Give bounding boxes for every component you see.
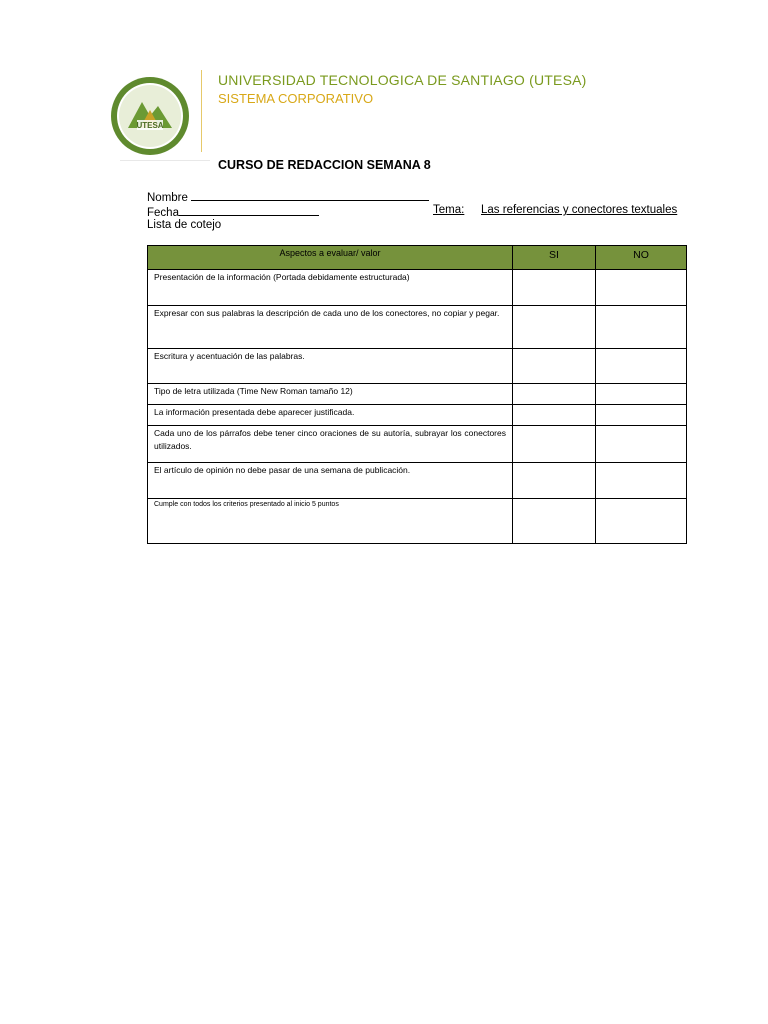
no-cell[interactable] (596, 405, 687, 426)
table-row (148, 463, 687, 499)
tema-label: Tema: (433, 204, 465, 216)
table-row (148, 405, 687, 426)
table-row (148, 306, 687, 349)
logo-text: UTESA (136, 121, 164, 130)
no-cell[interactable] (596, 270, 687, 306)
no-cell[interactable] (596, 499, 687, 544)
table-row (148, 426, 687, 463)
criterion-cell: Tipo de letra utilizada (Time New Roman tamaño 12) (148, 384, 513, 405)
system-name: SISTEMA CORPORATIVO (218, 91, 374, 106)
si-cell[interactable] (513, 463, 596, 499)
header-aspectos: Aspectos a evaluar/ valor (148, 246, 513, 270)
no-cell[interactable] (596, 384, 687, 405)
tema-value: Las referencias y conectores textuales (481, 204, 678, 216)
university-name: UNIVERSIDAD TECNOLOGICA DE SANTIAGO (UTESA) (218, 72, 587, 88)
header-si: SI (513, 246, 596, 270)
no-cell[interactable] (596, 349, 687, 384)
checklist-table (147, 245, 687, 544)
no-cell[interactable] (596, 463, 687, 499)
si-cell[interactable] (513, 306, 596, 349)
no-cell[interactable] (596, 426, 687, 463)
criterion-cell: Cada uno de los párrafos debe tener cinco oraciones de su autoría, subrayar los conectores utilizados. (148, 426, 513, 463)
criterion-cell: Expresar con sus palabras la descripción de cada uno de los conectores, no copiar y pegar. (148, 306, 513, 349)
fecha-line[interactable] (179, 204, 319, 216)
nombre-label: Nombre (147, 192, 188, 204)
table-row (148, 384, 687, 405)
course-title: CURSO DE REDACCION SEMANA 8 (218, 158, 431, 172)
table-row (148, 270, 687, 306)
logo-divider (120, 160, 210, 161)
si-cell[interactable] (513, 270, 596, 306)
table-row (148, 499, 687, 544)
nombre-line[interactable] (191, 189, 429, 201)
table-header-row (148, 246, 687, 270)
header-divider (201, 70, 202, 152)
nombre-field (147, 189, 429, 204)
table-row (148, 349, 687, 384)
criterion-cell: La información presentada debe aparecer justificada. (148, 405, 513, 426)
criterion-cell: Escritura y acentuación de las palabras. (148, 349, 513, 384)
fecha-field (147, 204, 319, 219)
no-cell[interactable] (596, 306, 687, 349)
criterion-cell: Presentación de la información (Portada debidamente estructurada) (148, 270, 513, 306)
criterion-cell: El artículo de opinión no debe pasar de una semana de publicación. (148, 463, 513, 499)
si-cell[interactable] (513, 499, 596, 544)
si-cell[interactable] (513, 426, 596, 463)
utesa-logo (110, 76, 190, 156)
fecha-label: Fecha (147, 207, 179, 219)
si-cell[interactable] (513, 384, 596, 405)
header-no: NO (596, 246, 687, 270)
si-cell[interactable] (513, 405, 596, 426)
si-cell[interactable] (513, 349, 596, 384)
lista-label: Lista de cotejo (147, 219, 222, 231)
criterion-cell: Cumple con todos los criterios presentado al inicio 5 puntos (148, 499, 513, 544)
